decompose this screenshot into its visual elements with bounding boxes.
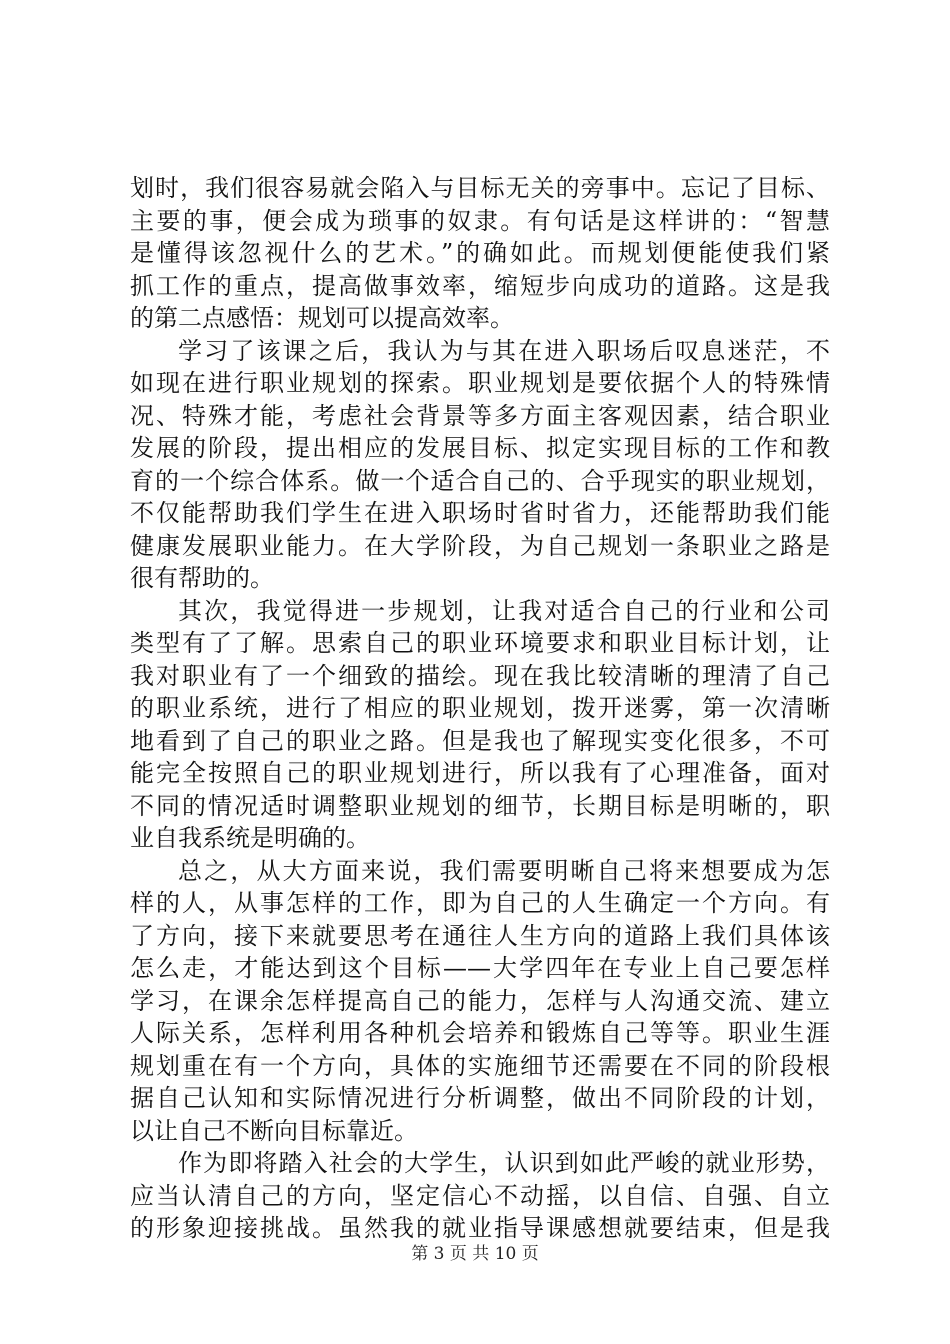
text-line: 据自己认知和实际情况进行分析调整，做出不同阶段的计划，	[130, 1084, 830, 1112]
text-line: 能完全按照自己的职业规划进行，所以我有了心理准备，面对	[130, 759, 830, 787]
text-line: 怎么走，才能达到这个目标——大学四年在专业上自己要怎样	[130, 954, 830, 982]
text-line: 业自我系统是明确的。	[130, 824, 370, 852]
text-line: 育的一个综合体系。做一个适合自己的、合乎现实的职业规划，	[130, 466, 830, 495]
text-line: 的职业系统，进行了相应的职业规划，拨开迷雾，第一次清晰	[130, 694, 830, 722]
text-line: 是懂得该忽视什么的艺术。”的确如此。而规划便能使我们紧	[130, 239, 830, 267]
text-line: 学习，在课余怎样提高自己的能力，怎样与人沟通交流、建立	[130, 986, 830, 1015]
paragraph-first-line: 作为即将踏入社会的大学生，认识到如此严峻的就业形势，	[178, 1149, 830, 1177]
text-line: 很有帮助的。	[130, 564, 274, 592]
text-line: 划时，我们很容易就会陷入与目标无关的旁事中。忘记了目标、	[130, 174, 830, 202]
paragraph-first-line: 学习了该课之后，我认为与其在进入职场后叹息迷茫，不	[178, 336, 830, 365]
text-line: 不同的情况适时调整职业规划的细节，长期目标是明晰的，职	[130, 791, 830, 820]
text-line: 如现在进行职业规划的探索。职业规划是要依据个人的特殊情	[130, 369, 830, 397]
text-line: 样的人，从事怎样的工作，即为自己的人生确定一个方向。有	[130, 889, 830, 917]
text-line: 应当认清自己的方向，坚定信心不动摇，以自信、自强、自立	[130, 1181, 830, 1210]
text-line: 规划重在有一个方向，具体的实施细节还需要在不同的阶段根	[130, 1051, 830, 1080]
text-line: 健康发展职业能力。在大学阶段，为自己规划一条职业之路是	[130, 531, 830, 560]
text-line: 地看到了自己的职业之路。但是我也了解现实变化很多，不可	[130, 726, 830, 755]
paragraph-first-line: 其次，我觉得进一步规划，让我对适合自己的行业和公司	[178, 596, 830, 625]
text-line: 抓工作的重点，提高做事效率，缩短步向成功的道路。这是我	[130, 271, 830, 300]
text-line: 发展的阶段，提出相应的发展目标、拟定实现目标的工作和教	[130, 434, 830, 462]
paragraph-first-line: 总之，从大方面来说，我们需要明晰自己将来想要成为怎	[178, 856, 830, 885]
text-line: 我对职业有了一个细致的描绘。现在我比较清晰的理清了自己	[130, 661, 830, 690]
text-line: 类型有了了解。思索自己的职业环境要求和职业目标计划，让	[130, 629, 830, 657]
body-text	[130, 172, 830, 1245]
text-line: 人际关系，怎样利用各种机会培养和锻炼自己等等。职业生涯	[130, 1019, 830, 1047]
text-line: 况、特殊才能，考虑社会背景等多方面主客观因素，结合职业	[130, 401, 830, 430]
text-line: 以让自己不断向目标靠近。	[130, 1116, 418, 1145]
text-line: 了方向，接下来就要思考在通往人生方向的道路上我们具体该	[130, 921, 830, 950]
text-line: 的第二点感悟：规划可以提高效率。	[130, 304, 514, 332]
page-number-footer: 第 3 页 共 10 页	[411, 1244, 539, 1264]
text-line: 不仅能帮助我们学生在进入职场时省时省力，还能帮助我们能	[130, 499, 830, 527]
text-line: 主要的事，便会成为琐事的奴隶。有句话是这样讲的：“智慧	[130, 206, 830, 235]
text-line: 的形象迎接挑战。虽然我的就业指导课感想就要结束，但是我	[130, 1214, 830, 1242]
